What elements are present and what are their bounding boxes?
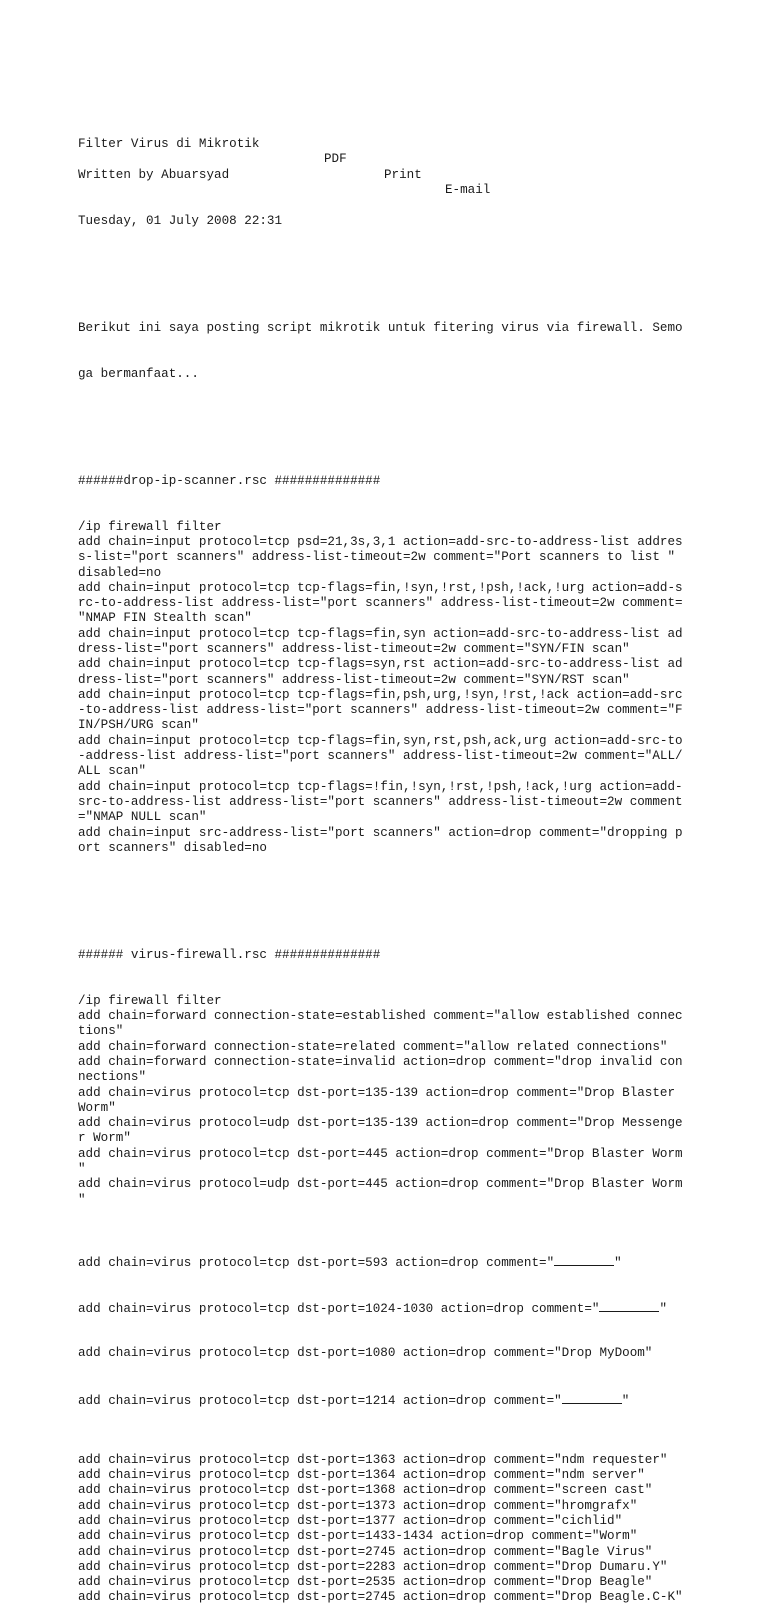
author-line: Written by Abuarsyad: [78, 167, 230, 182]
section-heading: ###### virus-firewall.rsc ##############: [78, 947, 381, 962]
script-line: -address-list address-list="port scanners" address-list-timeout=2w comment="ALL/: [78, 749, 683, 764]
script-line: add chain=virus protocol=tcp dst-port=1368 action=drop comment="screen cast": [78, 1483, 653, 1498]
script-line: s-list="port scanners" address-list-timeout=2w comment="Port scanners to list ": [78, 550, 676, 565]
intro-line: Berikut ini saya posting script mikrotik untuk fitering virus via firewall. Semo: [78, 320, 683, 335]
script-line: add chain=input protocol=tcp tcp-flags=fin,syn action=add-src-to-address-list ad: [78, 626, 683, 641]
blank-underline: [554, 1254, 614, 1266]
script-line: IN/PSH/URG scan": [78, 718, 199, 733]
script-line: add chain=input src-address-list="port scanners" action=drop comment="dropping p: [78, 825, 683, 840]
script-line: add chain=input protocol=tcp tcp-flags=fin,psh,urg,!syn,!rst,!ack action=add-src: [78, 687, 683, 702]
script-line: add chain=virus protocol=tcp dst-port=2283 action=drop comment="Drop Dumaru.Y": [78, 1559, 668, 1574]
script-line: add chain=virus protocol=tcp dst-port=1433-1434 action=drop comment="Worm": [78, 1529, 638, 1544]
intro-line: ga bermanfaat...: [78, 366, 199, 381]
script-line: add chain=virus protocol=tcp dst-port=2745 action=drop comment="Bagle Virus": [78, 1544, 653, 1559]
script-line: add chain=input protocol=tcp tcp-flags=fin,syn,rst,psh,ack,urg action=add-src-to: [78, 733, 683, 748]
script-line: dress-list="port scanners" address-list-timeout=2w comment="SYN/RST scan": [78, 672, 630, 687]
script-line: add chain=virus protocol=tcp dst-port=445 action=drop comment="Drop Blaster Worm: [78, 1146, 683, 1161]
script-line: add chain=input protocol=tcp tcp-flags=syn,rst action=add-src-to-address-list ad: [78, 657, 683, 672]
script-line: add chain=virus protocol=tcp dst-port=2745 action=drop comment="Drop Beagle.C-K": [78, 1590, 683, 1605]
script-line: add chain=virus protocol=tcp dst-port=2535 action=drop comment="Drop Beagle": [78, 1575, 653, 1590]
document-page: [78, 76, 698, 1621]
script-line: Worm": [78, 1100, 116, 1115]
spacer: [78, 260, 698, 275]
blank-underline: [599, 1300, 659, 1312]
script-line: -to-address-list address-list="port scanners" address-list-timeout=2w comment="F: [78, 703, 683, 718]
script-line: add chain=virus protocol=tcp dst-port=1024-1030 action=drop comment=" ": [78, 1301, 668, 1316]
script-line: nections": [78, 1070, 147, 1085]
script-line: add chain=input protocol=tcp tcp-flags=fin,!syn,!rst,!psh,!ack,!urg action=add-s: [78, 580, 683, 595]
spacer: [78, 887, 698, 902]
script-line: add chain=forward connection-state=related comment="allow related connections": [78, 1039, 668, 1054]
script-line: add chain=virus protocol=tcp dst-port=1373 action=drop comment="hromgrafx": [78, 1498, 638, 1513]
script-line: add chain=forward connection-state=invalid action=drop comment="drop invalid con: [78, 1055, 683, 1069]
script-line: /ip firewall filter: [78, 519, 222, 534]
date-line: Tuesday, 01 July 2008 22:31: [78, 213, 283, 228]
pdf-link[interactable]: PDF: [324, 152, 347, 167]
print-link[interactable]: Print: [384, 167, 422, 182]
script-block-scanner: [78, 520, 698, 857]
blank-underline: [562, 1392, 622, 1404]
script-line: "NMAP FIN Stealth scan": [78, 611, 252, 626]
script-line: ": [78, 1192, 86, 1207]
script-line: add chain=input protocol=tcp tcp-flags=!fin,!syn,!rst,!psh,!ack,!urg action=add-: [78, 779, 683, 794]
script-block-virus-ports: [78, 1453, 698, 1606]
script-line: dress-list="port scanners" address-list-timeout=2w comment="SYN/FIN scan": [78, 641, 630, 656]
article-title: Filter Virus di Mikrotik: [78, 137, 260, 152]
script-line: ort scanners" disabled=no: [78, 840, 267, 855]
script-line: disabled=no: [78, 565, 162, 580]
script-line: add chain=virus protocol=tcp dst-port=1214 action=drop comment=" ": [78, 1393, 630, 1408]
script-block-virus: [78, 994, 698, 1208]
script-line: add chain=virus protocol=tcp dst-port=593 action=drop comment=" ": [78, 1255, 622, 1270]
email-link[interactable]: E-mail: [445, 183, 491, 198]
script-line: add chain=virus protocol=udp dst-port=445 action=drop comment="Drop Blaster Worm: [78, 1177, 683, 1192]
script-line: add chain=input protocol=tcp psd=21,3s,3,1 action=add-src-to-address-list addres: [78, 534, 683, 549]
script-line: /ip firewall filter: [78, 993, 222, 1008]
script-line: rc-to-address-list address-list="port scanners" address-list-timeout=2w comment=: [78, 596, 683, 611]
spacer: [78, 413, 698, 428]
script-line: add chain=virus protocol=tcp dst-port=1364 action=drop comment="ndm server": [78, 1468, 645, 1483]
script-line: add chain=virus protocol=tcp dst-port=1377 action=drop comment="cichlid": [78, 1513, 623, 1528]
script-line: ALL scan": [78, 764, 147, 779]
section-heading: ######drop-ip-scanner.rsc ##############: [78, 473, 381, 488]
script-line: add chain=forward connection-state=established comment="allow established connec: [78, 1009, 683, 1024]
script-line: r Worm": [78, 1131, 131, 1146]
script-line: src-to-address-list address-list="port scanners" address-list-timeout=2w comment: [78, 794, 683, 809]
script-line: add chain=virus protocol=udp dst-port=135-139 action=drop comment="Drop Messenge: [78, 1116, 683, 1131]
script-line: tions": [78, 1024, 124, 1039]
script-line: add chain=virus protocol=tcp dst-port=1080 action=drop comment="Drop MyDoom": [78, 1345, 653, 1360]
script-line: add chain=virus protocol=tcp dst-port=1363 action=drop comment="ndm requester": [78, 1452, 668, 1467]
script-line: ="NMAP NULL scan": [78, 810, 207, 825]
script-line: add chain=virus protocol=tcp dst-port=135-139 action=drop comment="Drop Blaster: [78, 1085, 676, 1100]
script-line: ": [78, 1162, 86, 1177]
